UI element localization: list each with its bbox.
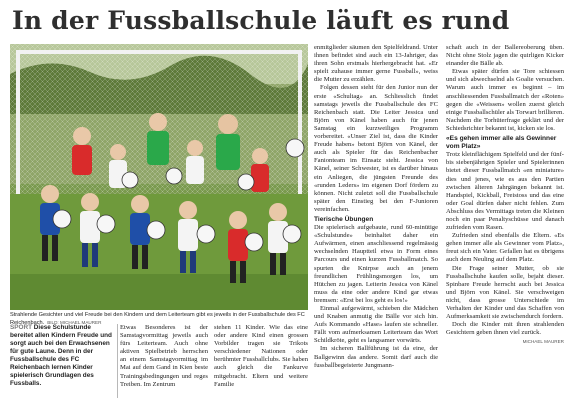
body-paragraph: Etwas Besonderes ist der Samstagvormittag jeweils auch fürs Leiterteam. Auch ohne aktiven Spielbetrieb herrschen an einem Samstagvormittag im Mai auf dem Gand in Kien beste Trainingsbedingungen und reges Treiben. Im Zentrum	[120, 324, 208, 388]
body-paragraph: schaft auch in der Ballereoberung üben. Nicht ohne Stolz jagen die quirligen Kicker einander die Bälle ab.	[446, 44, 564, 68]
body-column-2	[214, 324, 308, 389]
body-paragraph: Die Frage seiner Mutter, ob sie Fussballschuhe kaufen solle, bejaht dieser. Spinbare Freude herrscht auch bei Jessica und Björn von Känel. Sie verschweigen nicht, dass grosse Unterschiede im Verhalten der Kinder und das Schaffen von Aufmerksamkeit sie zwischendurch fordern.	[446, 264, 564, 321]
body-column-1	[120, 324, 208, 389]
body-paragraph: enmitglieder säumen den Spielfeldrand. Unter ihnen befindet sind auch ein 13-Jahriger, das ihren Sohn erstmals hierhergebracht hat. «Er spielt zuhause immer gerne Fussball», weiss die Mutter zu erzählen.	[314, 44, 438, 84]
article-headline: In der Fussballschule läuft es rund	[12, 6, 510, 35]
body-paragraph: Folgen dessen steht für den Junior nun der erste «Schultag» an. Schliesslich findet samstags jeweils die Fussballschule des FC Reichenbach statt. Die Leiter Jessica und Björn von Känel haben auch für jenen Samstag ein kurzweiliges Programm vorbereitet. «Unser Ziel ist, dass die Kinder Freude haben» betont Björn von Känel, der auch als Spieler für das Reichenbacher Fanionteam im Einsatz steht. Jessica von Känel, seiner Schwester, ist es darüber hinaus ein Anliegen, die jüngsten Freunde des «runden Leders» im eigenen Dorf fördern zu können. Nicht zuletzt soll die Fussballschule später den Einstieg bei den F-Junioren vereinfachen.	[314, 84, 438, 213]
body-paragraph: Etwas später dürfen sie Tore schiessen und sich abwechselnd als Goalie versuchen. Warum auch immer es beginnt – im anschliessenden Fussballmatch der «Roten» gegen die «Weissen» wollen zuerst gleich einige Fussballschüler als Torwart brillieren. Nachdem die Torhüterfrage geklärt und der Schiedsrichter bekannt ist, kicken sie los.	[446, 68, 564, 132]
caption-text: Strahlende Gesichter und viel Freude bei den Kindern und dem Leiterteam gibt es jeweils in der Fussballschule des FC Reichenbach.	[10, 312, 305, 326]
author-byline: MICHAEL MAURER	[522, 339, 564, 345]
section-kicker: SPORT	[10, 324, 33, 331]
intro-lead	[10, 324, 114, 388]
body-paragraph: Doch die Kinder mit ihren strahlenden Gesichtern geben ihnen viel zurück.	[446, 321, 564, 337]
body-column-3	[314, 44, 438, 398]
body-column-4	[446, 44, 564, 398]
body-paragraph: Trotz kleinflächigem Spielfeld und der fünf- bis siebenjährigen Spieler und Spielerinnen bietet dieser Fussballmatch «en miniature» dies und jenes, wie es aus den Partien zwischen älteren Jahrgängen bekannt ist. Handspiel, Kickball, Freistoss und das eine oder Goal dürfen daher nicht fehlen. Zum Abschluss des Vermittags treten die Kleinen noch ein paar Penaltyschüsse und danach zufrieden vom Rasen.	[446, 151, 564, 232]
subheading: Tierische Übungen	[314, 215, 374, 223]
intro-text: Diese Schulstunde bereitet allen Kindern Freude und sorgt auch bei den Erwachsenen für gute Laune. Denn in der Fussballschule des FC Reichenbach lernen Kinder spielerisch Grundlagen des Fussballs.	[10, 324, 112, 387]
photo-credit: BILD: MICHAEL MAURER	[47, 320, 102, 325]
team-photo	[10, 44, 308, 310]
body-paragraph: stehen 11 Kinder. Wie das eine oder andere Kind einen grossen Vorbilder tragen sie Trikots verschiedener Nationen oder berühmter Fussballclubs. Sie haben auch gleich die Fankurve mitgebracht. Eltern und weitere Familie	[214, 324, 308, 388]
column-rule	[117, 324, 118, 398]
subheading: «Es gehen immer alle als Gewinner vom Platz»	[446, 135, 557, 151]
body-paragraph: Im sicheren Ballführung ist da eine, der Ballgewinn das andere. Somit darf auch die fussballbegeisterte Jungmann-	[314, 345, 438, 369]
body-paragraph: Die spielerisch aufgebaute, rund 60-minütige «Schulstunde» beinhaltet daher ein Aufwärmen, einen anschliessend regelmässig wechselnden Hauptteil etwa in Form eines Parcours und einen kurzen Fussballmatch. So spurten die Knirpse auch an jenem freundlichen Frühlingsmorgen los, um Hütchen zu jagen. Leiterin Jessica von Känel muss da eine oder andere Kind gar etwas bremsen: «Erst bei los geht es los!»	[314, 224, 438, 304]
body-paragraph: Zufrieden sind ebenfalls die Eltern. «Es gehen immer alle als Gewinner vom Platz», freut sich ein Vater. Gefallen hat es übrigens auch dem Neuling auf dem Platz.	[446, 232, 564, 264]
body-paragraph: Einmal aufgewärmt, schieben die Mädchen und Knaben anmutig die Bälle vor sich hin. Aufs Kommando «Hase» laufen sie schneller. Fällt vom aufmerksamen Leiterteam das Wort Schildkröte, geht es langsamer vorwärts.	[314, 305, 438, 345]
team-photo-illustration	[10, 44, 308, 310]
